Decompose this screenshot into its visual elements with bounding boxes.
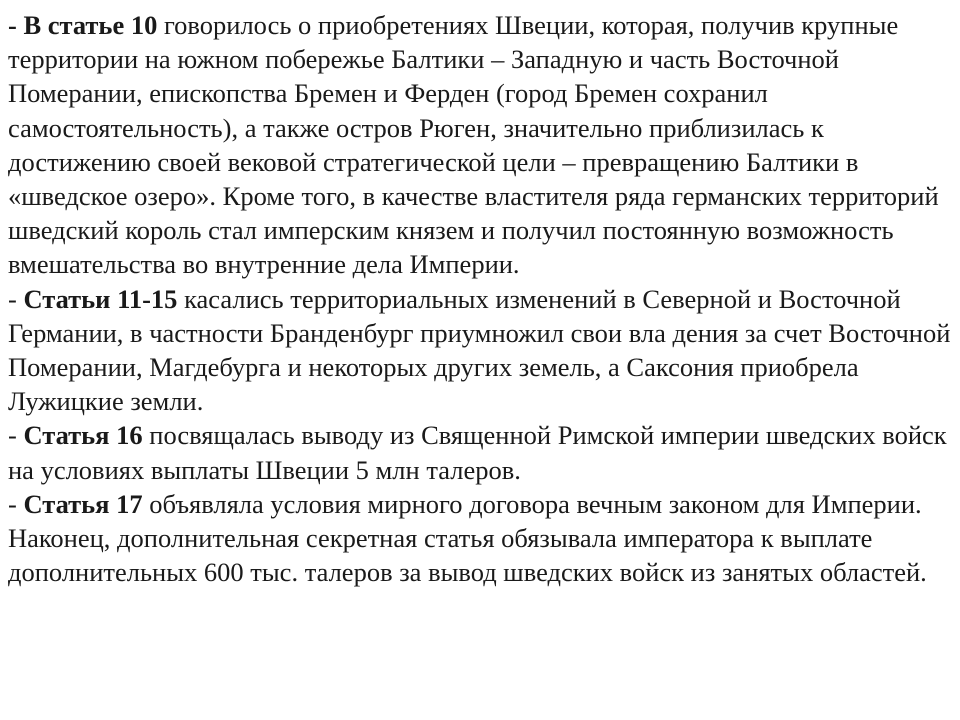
paragraph-article-17 [8, 487, 956, 590]
paragraph-articles-11-15 [8, 282, 956, 419]
article-10-text: говорилось о приобретениях Швеции, которая, получив крупные территории на южном побережье Балтики – Западную и часть Восточной Померании, епископства Бремен и Ферден (город Бремен сохранил самостоятельность), а также остров Рюген, значительно приблизилась к достижению своей вековой стратегической цели – превращению Балтики в «шведское озеро». Кроме того, в качестве властителя ряда германских территорий шведский король стал имперским князем и получил постоянную возможность вмешательства во внутренние дела Империи. [8, 10, 939, 280]
article-17-text: объявляла условия мирного договора вечным законом для Империи. Наконец, дополнительная секретная статья обязывала императора к выплате дополнительных 600 тыс. талеров за вывод шведских войск из занятых областей. [8, 488, 927, 588]
article-16-heading: Статья 16 [23, 420, 143, 451]
article-17-dash: - [8, 488, 24, 519]
paragraph-article-10 [8, 8, 956, 282]
articles-11-15-dash: - [8, 283, 24, 314]
article-16-dash: - [8, 420, 24, 451]
slide-content [8, 8, 956, 589]
article-17-heading: Статья 17 [23, 488, 143, 519]
article-16-text: посвящалась выводу из Священной Римской империи шведских войск на условиях выплаты Швеции 5 млн талеров. [8, 420, 947, 485]
articles-11-15-heading: Статьи 11-15 [23, 283, 178, 314]
article-10-heading: - В статье 10 [8, 10, 158, 40]
articles-11-15-text: касались территориальных изменений в Северной и Восточной Германии, в частности Бранденбург приумножил свои вла дения за счет Восточной Померании, Магдебурга и некоторых других земель, а Саксония приобрела Лужицкие земли. [8, 283, 951, 417]
paragraph-article-16 [8, 418, 956, 486]
